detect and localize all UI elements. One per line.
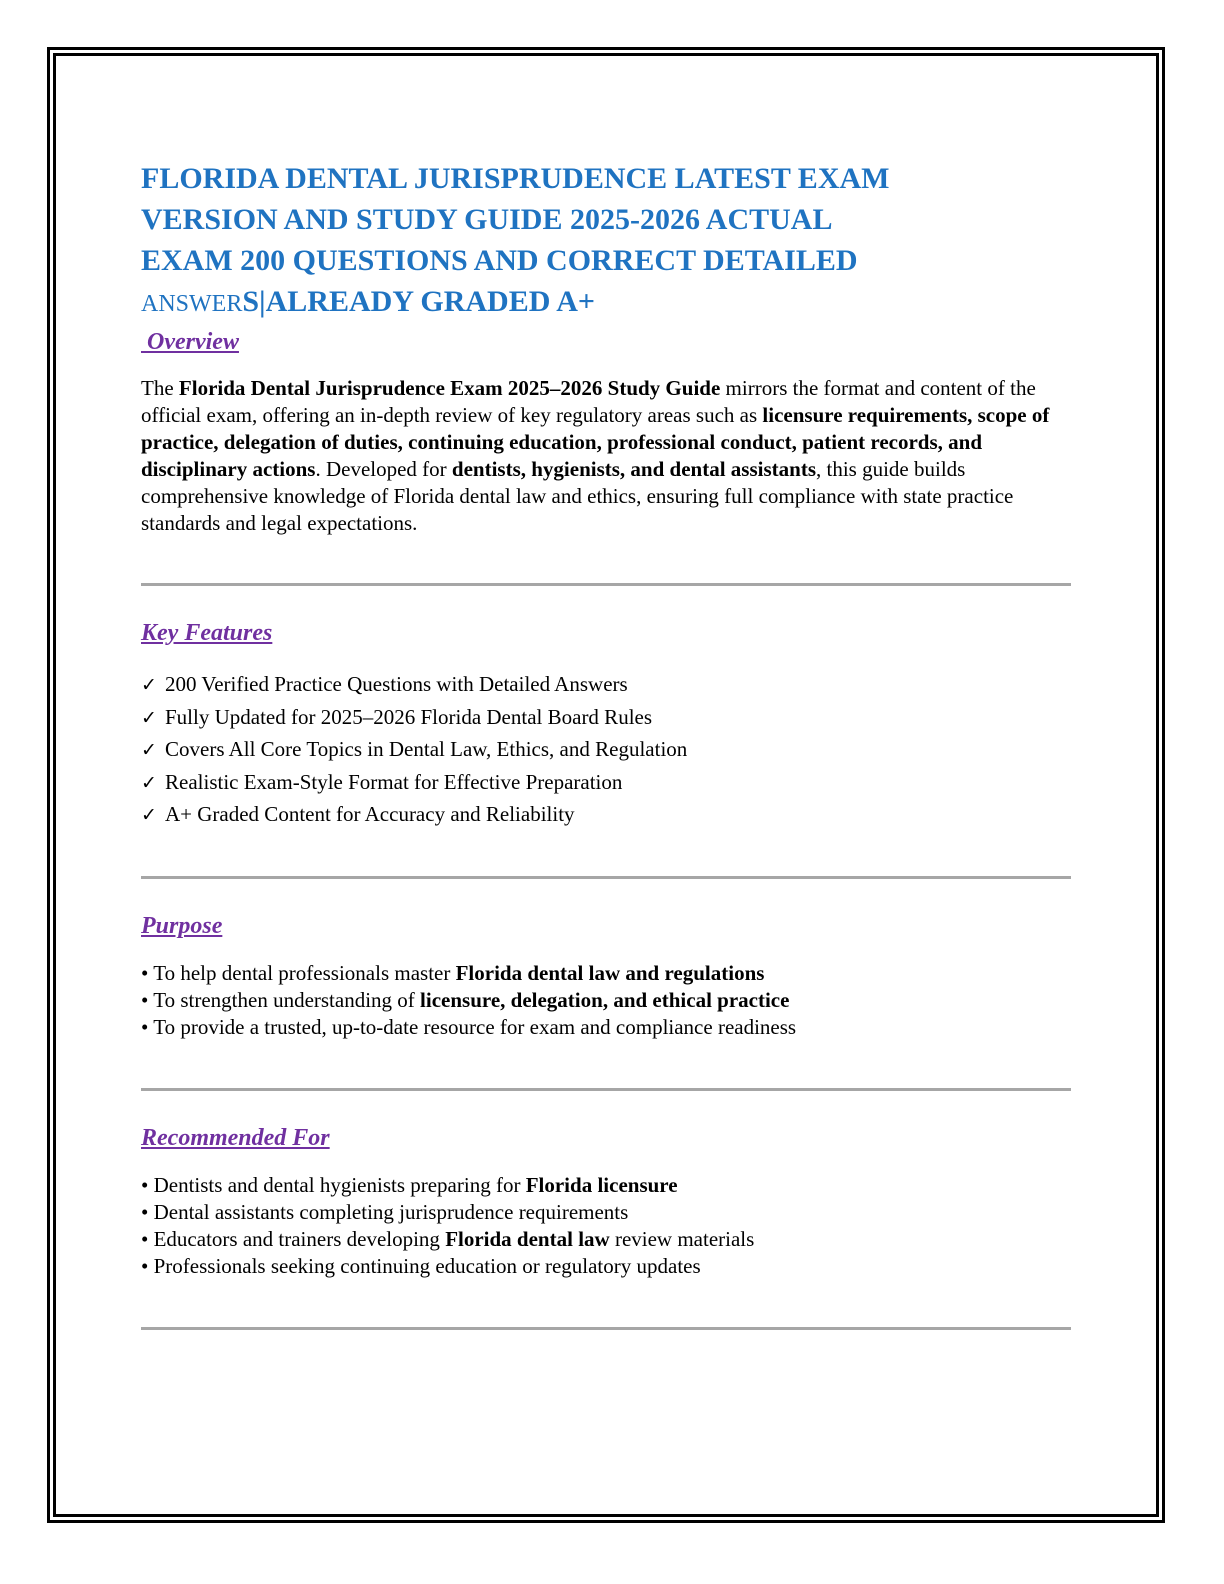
overview-paragraph bbox=[141, 375, 1071, 537]
list-item bbox=[141, 734, 1071, 767]
item-bold: Florida dental law and regulations bbox=[455, 960, 765, 985]
overview-text-1: The bbox=[141, 376, 179, 400]
overview-text-4: , this guide builds comprehensive knowledge of Florida dental law and ethics, ensuring full compliance with state practice standards and legal expectations. bbox=[141, 457, 1014, 535]
item-text: To help dental professionals master bbox=[148, 960, 456, 985]
feature-text: Realistic Exam-Style Format for Effective Preparation bbox=[165, 769, 623, 794]
purpose-heading: Purpose bbox=[141, 912, 223, 939]
overview-bold-1: Florida Dental Jurisprudence Exam 2025–2026 Study Guide bbox=[178, 376, 721, 400]
item-bold: Florida licensure bbox=[525, 1172, 678, 1197]
item-bold: licensure, delegation, and ethical practice bbox=[420, 987, 790, 1012]
check-icon: ✓ bbox=[141, 674, 157, 696]
list-item bbox=[141, 767, 1071, 800]
purpose-list bbox=[141, 960, 1071, 1041]
item-text: Dentists and dental hygienists preparing for bbox=[148, 1172, 526, 1197]
title-line-3: EXAM 200 QUESTIONS AND CORRECT DETAILED bbox=[141, 244, 858, 277]
list-item bbox=[141, 799, 1071, 832]
title-line-1: FLORIDA DENTAL JURISPRUDENCE LATEST EXAM bbox=[141, 162, 890, 195]
title-line-4-rest: S|ALREADY GRADED A+ bbox=[242, 285, 595, 318]
item-text: To provide a trusted, up-to-date resource for exam and compliance readiness bbox=[148, 1014, 797, 1039]
title-line-4-small: ANSWER bbox=[141, 291, 243, 317]
feature-text: 200 Verified Practice Questions with Detailed Answers bbox=[165, 672, 628, 696]
check-icon: ✓ bbox=[141, 771, 157, 794]
check-icon: ✓ bbox=[141, 739, 157, 761]
bullet-icon: • bbox=[141, 1253, 149, 1278]
recommended-list bbox=[141, 1172, 1071, 1280]
overview-heading: Overview bbox=[141, 329, 239, 355]
bullet-icon: • bbox=[141, 960, 149, 985]
item-text: Educators and trainers developing bbox=[148, 1226, 446, 1251]
section-divider bbox=[141, 1327, 1071, 1330]
item-text-after: review materials bbox=[609, 1226, 755, 1251]
item-text: To strengthen understanding of bbox=[148, 987, 421, 1012]
list-item bbox=[141, 960, 1071, 987]
feature-text: Covers All Core Topics in Dental Law, Ethics, and Regulation bbox=[165, 737, 688, 761]
bullet-icon: • bbox=[141, 987, 149, 1012]
list-item bbox=[141, 1253, 1071, 1280]
list-item bbox=[141, 987, 1071, 1014]
bullet-icon: • bbox=[141, 1014, 149, 1039]
bullet-icon: • bbox=[141, 1172, 149, 1197]
document-body bbox=[141, 158, 1071, 1330]
list-item bbox=[141, 702, 1071, 735]
title-line-2: VERSION AND STUDY GUIDE 2025-2026 ACTUAL bbox=[141, 203, 833, 236]
list-item bbox=[141, 1199, 1071, 1226]
check-icon: ✓ bbox=[141, 804, 157, 826]
bullet-icon: • bbox=[141, 1226, 149, 1251]
item-text: Dental assistants completing jurisprudence requirements bbox=[148, 1199, 629, 1224]
bullet-icon: • bbox=[141, 1199, 149, 1224]
feature-text: Fully Updated for 2025–2026 Florida Dental Board Rules bbox=[165, 704, 653, 729]
overview-text-2: mirrors the format and content of the official exam, offering an in-depth review of key regulatory areas such as bbox=[141, 376, 1036, 427]
list-item bbox=[141, 1172, 1071, 1199]
overview-bold-3: dentists, hygienists, and dental assistants bbox=[451, 457, 816, 481]
overview-bold-2: licensure requirements, scope of practice, delegation of duties, continuing education, professional conduct, patient records, and disciplinary actions bbox=[141, 403, 1050, 481]
item-text: Professionals seeking continuing education or regulatory updates bbox=[148, 1253, 701, 1278]
key-features-list bbox=[141, 669, 1071, 832]
check-icon: ✓ bbox=[141, 706, 157, 729]
list-item bbox=[141, 669, 1071, 702]
list-item bbox=[141, 1226, 1071, 1253]
list-item bbox=[141, 1014, 1071, 1041]
item-bold: Florida dental law bbox=[445, 1226, 610, 1251]
recommended-heading: Recommended For bbox=[141, 1124, 330, 1151]
feature-text: A+ Graded Content for Accuracy and Reliability bbox=[165, 802, 575, 826]
overview-text-3: . Developed for bbox=[315, 457, 452, 481]
key-features-heading: Key Features bbox=[141, 620, 273, 646]
document-title bbox=[141, 158, 1071, 325]
